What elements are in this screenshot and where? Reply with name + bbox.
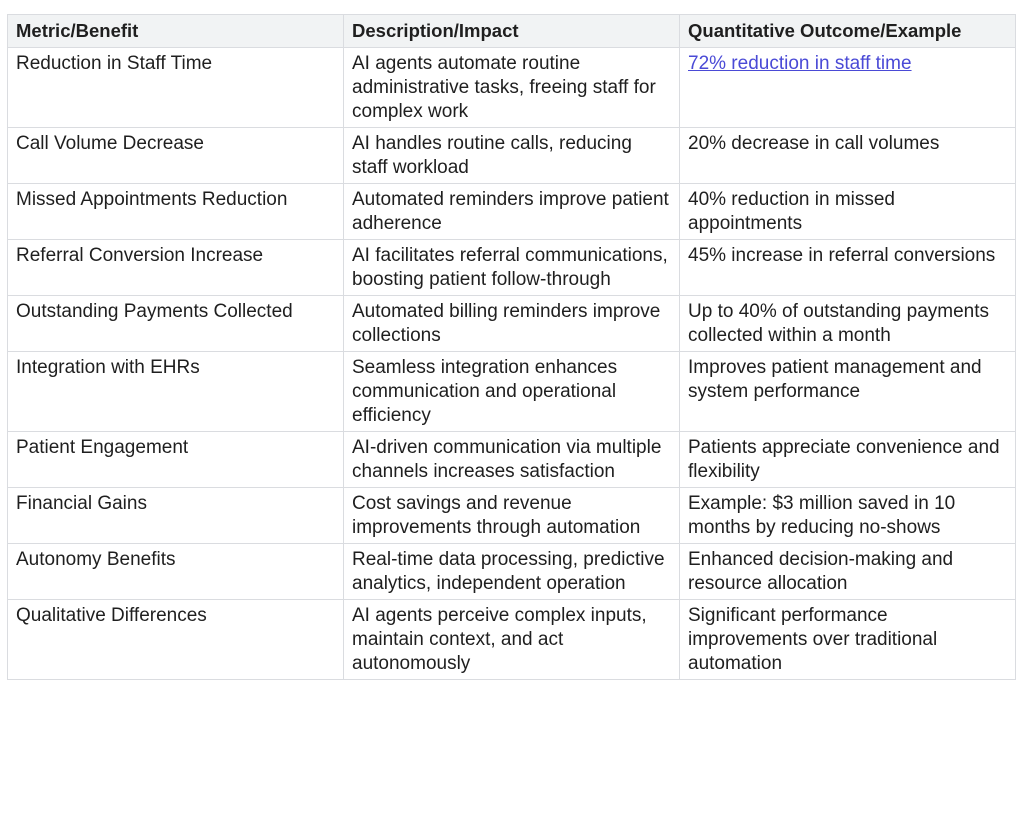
table-row xyxy=(8,48,1016,128)
outcome-cell: Patients appreciate convenience and flexibility xyxy=(680,432,1016,488)
outcome-link[interactable]: 72% reduction in staff time xyxy=(688,53,912,74)
description-cell: Automated billing reminders improve collections xyxy=(344,296,680,352)
outcome-cell xyxy=(680,48,1016,128)
outcome-cell: 40% reduction in missed appointments xyxy=(680,184,1016,240)
table-row xyxy=(8,432,1016,488)
header-metric: Metric/Benefit xyxy=(8,15,344,48)
description-cell: AI-driven communication via multiple channels increases satisfaction xyxy=(344,432,680,488)
metric-cell: Call Volume Decrease xyxy=(8,128,344,184)
table-container xyxy=(7,14,1015,680)
description-cell: AI agents automate routine administrative tasks, freeing staff for complex work xyxy=(344,48,680,128)
table-row xyxy=(8,600,1016,680)
metrics-table xyxy=(7,14,1016,680)
table-row xyxy=(8,184,1016,240)
header-row xyxy=(8,15,1016,48)
metric-cell: Reduction in Staff Time xyxy=(8,48,344,128)
table-row xyxy=(8,488,1016,544)
table-header xyxy=(8,15,1016,48)
outcome-cell: Improves patient management and system performance xyxy=(680,352,1016,432)
description-cell: Real-time data processing, predictive analytics, independent operation xyxy=(344,544,680,600)
description-cell: Cost savings and revenue improvements through automation xyxy=(344,488,680,544)
description-cell: AI handles routine calls, reducing staff workload xyxy=(344,128,680,184)
outcome-cell: Enhanced decision-making and resource allocation xyxy=(680,544,1016,600)
metric-cell: Outstanding Payments Collected xyxy=(8,296,344,352)
outcome-cell: Example: $3 million saved in 10 months by reducing no-shows xyxy=(680,488,1016,544)
description-cell: Seamless integration enhances communication and operational efficiency xyxy=(344,352,680,432)
metric-cell: Missed Appointments Reduction xyxy=(8,184,344,240)
outcome-cell: Significant performance improvements over traditional automation xyxy=(680,600,1016,680)
description-cell: AI agents perceive complex inputs, maintain context, and act autonomously xyxy=(344,600,680,680)
header-description: Description/Impact xyxy=(344,15,680,48)
table-body xyxy=(8,48,1016,680)
table-row xyxy=(8,544,1016,600)
metric-cell: Autonomy Benefits xyxy=(8,544,344,600)
outcome-cell: Up to 40% of outstanding payments collected within a month xyxy=(680,296,1016,352)
metric-cell: Patient Engagement xyxy=(8,432,344,488)
outcome-cell: 20% decrease in call volumes xyxy=(680,128,1016,184)
description-cell: Automated reminders improve patient adherence xyxy=(344,184,680,240)
description-cell: AI facilitates referral communications, boosting patient follow-through xyxy=(344,240,680,296)
table-row xyxy=(8,296,1016,352)
outcome-cell: 45% increase in referral conversions xyxy=(680,240,1016,296)
header-outcome: Quantitative Outcome/Example xyxy=(680,15,1016,48)
metric-cell: Qualitative Differences xyxy=(8,600,344,680)
table-row xyxy=(8,128,1016,184)
metric-cell: Referral Conversion Increase xyxy=(8,240,344,296)
table-row xyxy=(8,352,1016,432)
table-row xyxy=(8,240,1016,296)
metric-cell: Integration with EHRs xyxy=(8,352,344,432)
metric-cell: Financial Gains xyxy=(8,488,344,544)
